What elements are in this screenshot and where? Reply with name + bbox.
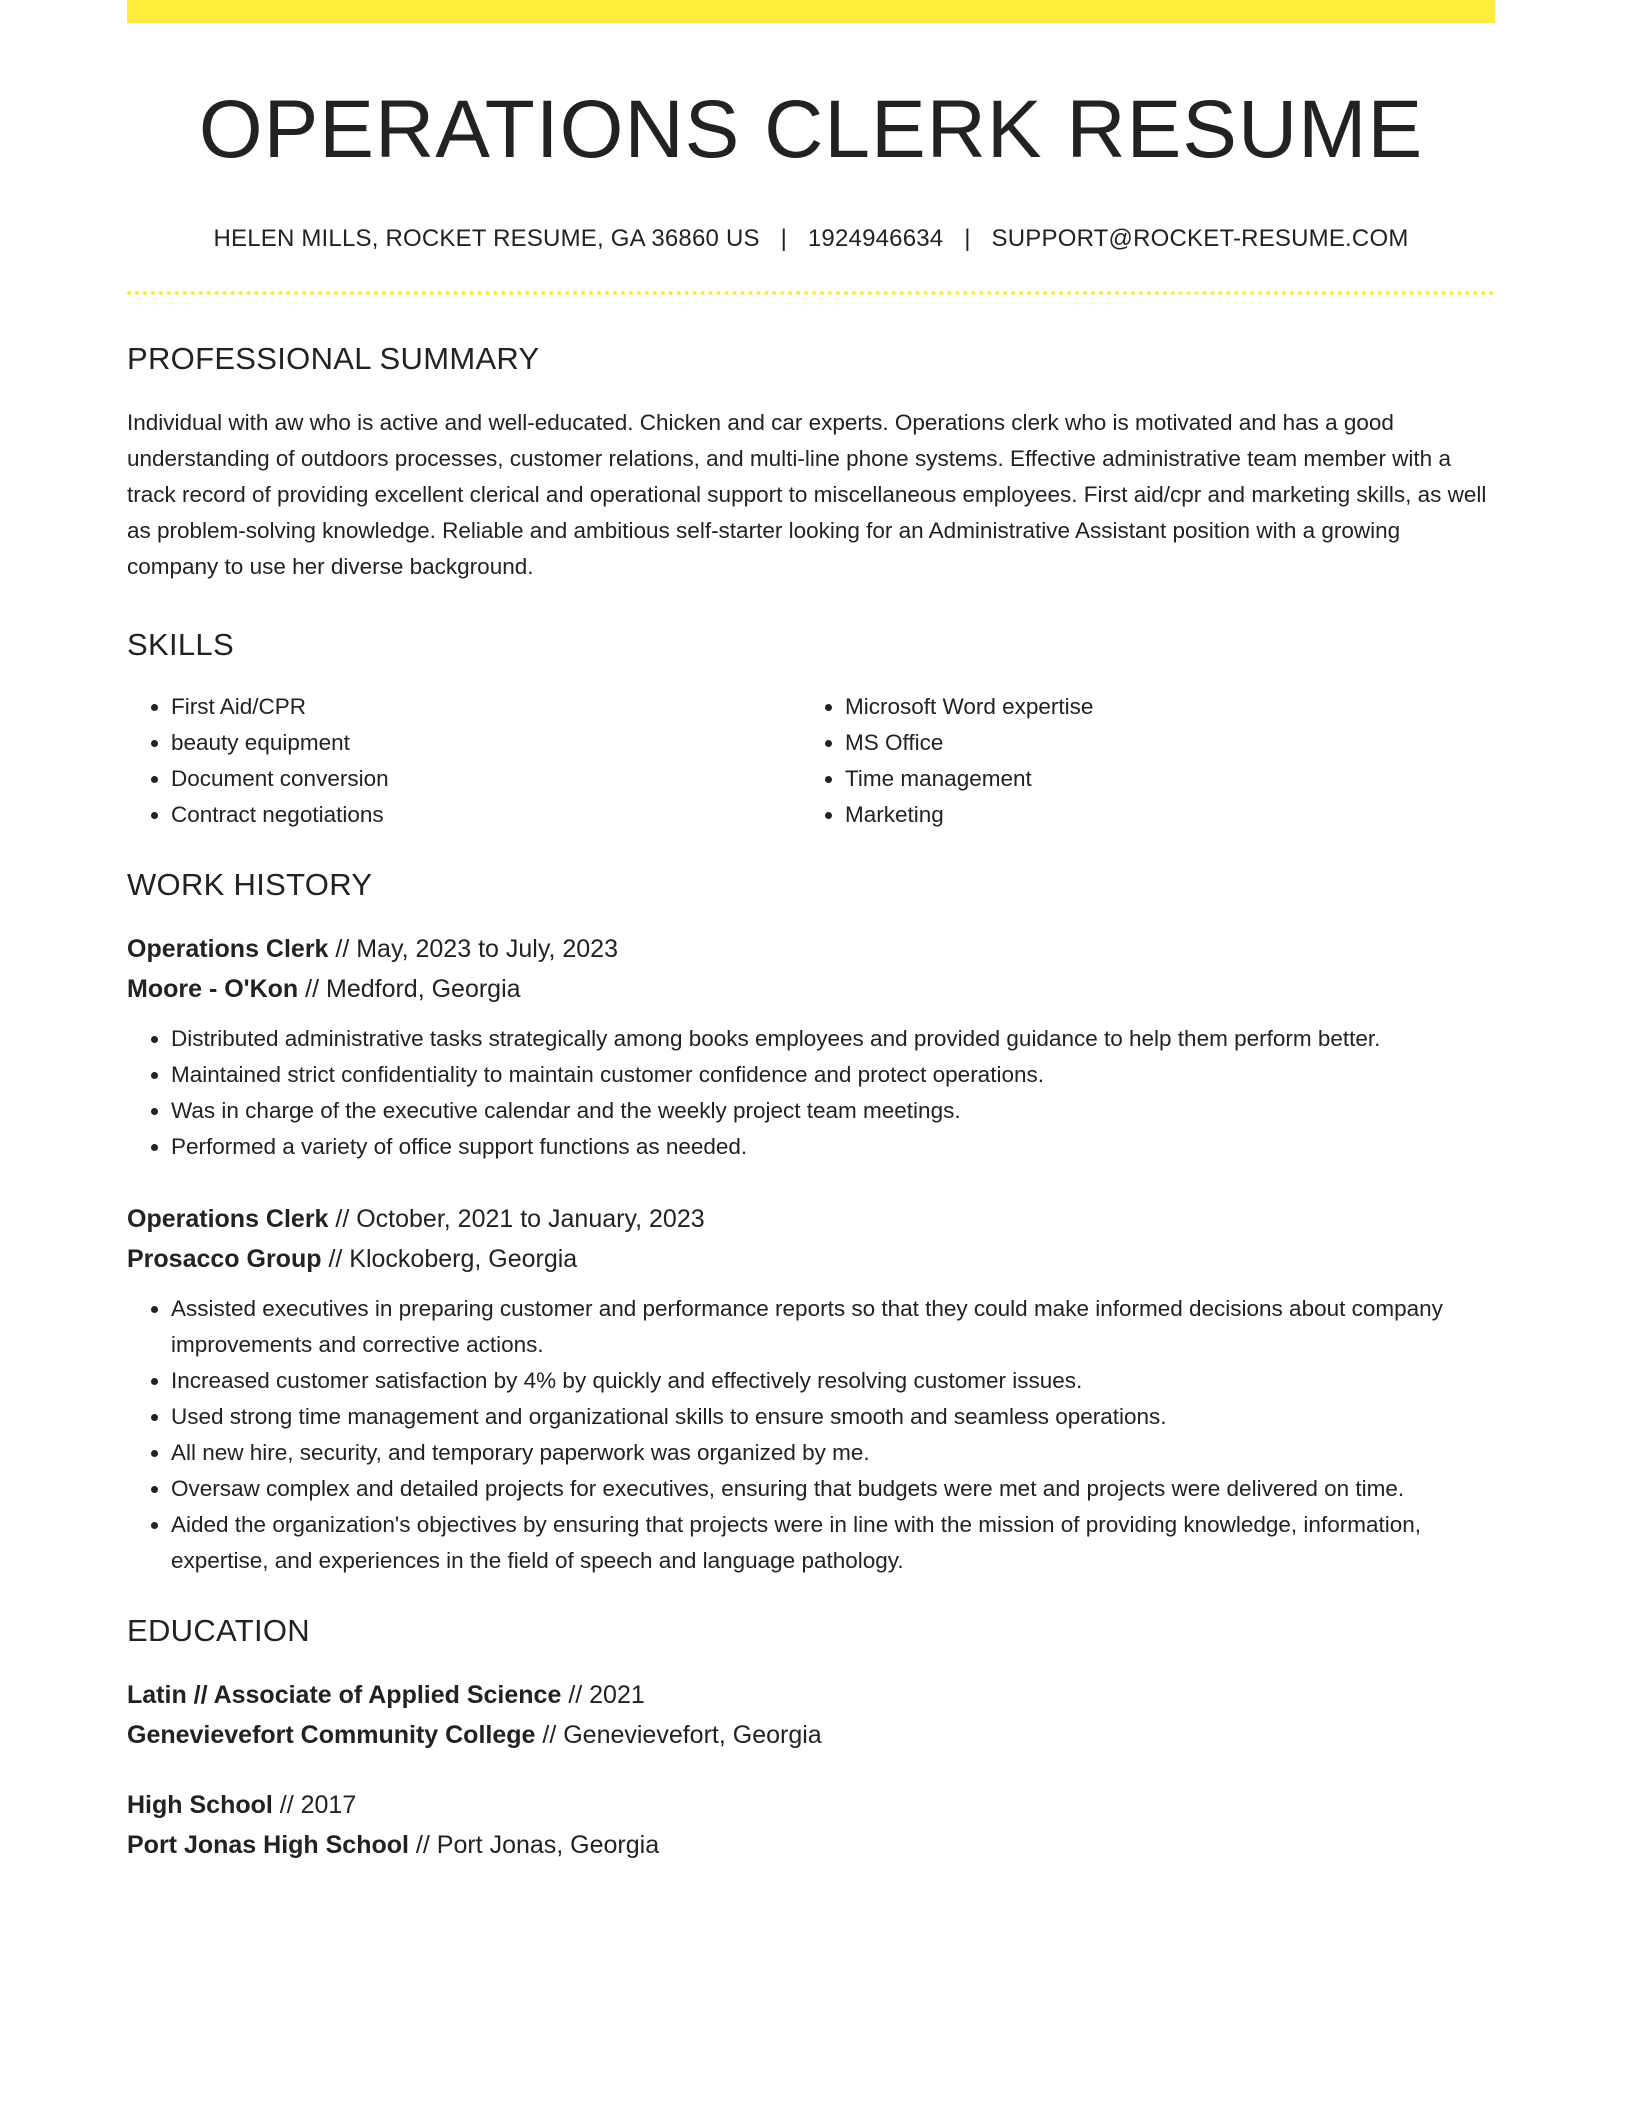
job-company: Prosacco Group bbox=[127, 1245, 322, 1274]
job-location: // Medford, Georgia bbox=[298, 975, 521, 1004]
job-bullet: • Aided the organization's objectives by ensuring that projects were in line with the mission of providing knowledge, information, expertise, and experiences in the field of speech and language pathology. bbox=[171, 1507, 1495, 1579]
education-heading: EDUCATION bbox=[127, 1613, 310, 1649]
job-bullets bbox=[127, 1021, 1495, 1165]
job-bullet: • Performed a variety of office support functions as needed. bbox=[171, 1129, 1495, 1165]
education-location: // Port Jonas, Georgia bbox=[408, 1831, 660, 1860]
skill-item: • beauty equipment bbox=[171, 725, 801, 761]
job-title: Operations Clerk bbox=[127, 935, 329, 964]
job-location: // Klockoberg, Georgia bbox=[321, 1245, 578, 1274]
education-degree: Latin // Associate of Applied Science bbox=[127, 1681, 562, 1710]
job-company-line bbox=[127, 1239, 1495, 1279]
contact-email: SUPPORT@ROCKET-RESUME.COM bbox=[991, 225, 1409, 253]
education-school-line bbox=[127, 1715, 1495, 1755]
job-bullet: • All new hire, security, and temporary paperwork was organized by me. bbox=[171, 1435, 1495, 1471]
accent-bar bbox=[127, 0, 1495, 23]
education-entry bbox=[127, 1675, 1495, 1755]
dotted-divider bbox=[127, 291, 1495, 295]
job-dates: // October, 2021 to January, 2023 bbox=[328, 1205, 705, 1234]
job-bullet: • Was in charge of the executive calendar and the weekly project team meetings. bbox=[171, 1093, 1495, 1129]
education-location: // Genevievefort, Georgia bbox=[535, 1721, 822, 1750]
job-company-line bbox=[127, 969, 1495, 1009]
skills-column-right bbox=[801, 689, 1475, 833]
job-bullet: • Assisted executives in preparing customer and performance reports so that they could make informed decisions about company improvements and corrective actions. bbox=[171, 1291, 1495, 1363]
job-title-line bbox=[127, 1199, 1495, 1239]
education-degree-line bbox=[127, 1675, 1495, 1715]
skills-heading: SKILLS bbox=[127, 627, 234, 663]
skill-item: • Marketing bbox=[845, 797, 1475, 833]
job-title-line bbox=[127, 929, 1495, 969]
job-company: Moore - O'Kon bbox=[127, 975, 299, 1004]
page-title: OPERATIONS CLERK RESUME bbox=[198, 84, 1424, 175]
education-school: Genevievefort Community College bbox=[127, 1721, 536, 1750]
contact-separator: | bbox=[964, 225, 971, 253]
job-dates: // May, 2023 to July, 2023 bbox=[328, 935, 618, 964]
skill-item: • First Aid/CPR bbox=[171, 689, 801, 725]
education-degree-line bbox=[127, 1785, 1495, 1825]
education-degree: High School bbox=[127, 1791, 273, 1820]
contact-address: HELEN MILLS, ROCKET RESUME, GA 36860 US bbox=[213, 225, 760, 253]
job-bullet: • Increased customer satisfaction by 4% by quickly and effectively resolving customer issues. bbox=[171, 1363, 1495, 1399]
skills-grid bbox=[127, 689, 1495, 833]
contact-separator: | bbox=[780, 225, 787, 253]
education-school: Port Jonas High School bbox=[127, 1831, 409, 1860]
skill-item: • Time management bbox=[845, 761, 1475, 797]
job-entry bbox=[127, 929, 1495, 1165]
job-entry bbox=[127, 1199, 1495, 1579]
work-heading: WORK HISTORY bbox=[127, 867, 373, 903]
education-year: // 2017 bbox=[272, 1791, 357, 1820]
skills-column-left bbox=[127, 689, 801, 833]
contact-phone: 1924946634 bbox=[807, 225, 944, 253]
skill-item: • MS Office bbox=[845, 725, 1475, 761]
education-entry bbox=[127, 1785, 1495, 1865]
summary-heading: PROFESSIONAL SUMMARY bbox=[127, 341, 540, 377]
resume-page bbox=[127, 0, 1495, 1865]
summary-text: Individual with aw who is active and well-educated. Chicken and car experts. Operations clerk who is motivated and has a good understanding of outdoors processes, customer relations, and multi-line phone systems. Effective administrative team member with a track record of providing excellent clerical and operational support to miscellaneous employees. First aid/cpr and marketing skills, as well as problem-solving knowledge. Reliable and ambitious self-starter looking for an Administrative Assistant position with a growing company to use her diverse background. bbox=[127, 410, 1487, 580]
job-bullet: • Maintained strict confidentiality to maintain customer confidence and protect operations. bbox=[171, 1057, 1495, 1093]
job-bullet: • Distributed administrative tasks strategically among books employees and provided guidance to help them perform better. bbox=[171, 1021, 1495, 1057]
education-year: // 2021 bbox=[561, 1681, 645, 1710]
contact-line bbox=[127, 225, 1495, 253]
education-school-line bbox=[127, 1825, 1495, 1865]
job-title: Operations Clerk bbox=[127, 1205, 329, 1234]
job-bullet: • Oversaw complex and detailed projects for executives, ensuring that budgets were met and projects were delivered on time. bbox=[171, 1471, 1495, 1507]
skill-item: • Document conversion bbox=[171, 761, 801, 797]
skill-item: • Contract negotiations bbox=[171, 797, 801, 833]
job-bullets bbox=[127, 1291, 1495, 1579]
job-bullet: • Used strong time management and organizational skills to ensure smooth and seamless operations. bbox=[171, 1399, 1495, 1435]
skill-item: • Microsoft Word expertise bbox=[845, 689, 1475, 725]
